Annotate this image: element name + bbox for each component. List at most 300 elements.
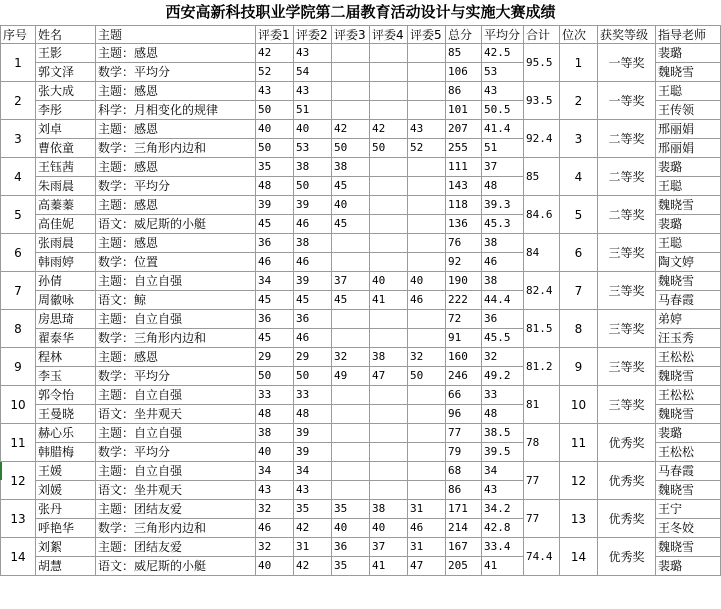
judge5-cell[interactable] (408, 310, 446, 329)
header-cell-award[interactable]: 获奖等级 (598, 26, 656, 44)
total-cell[interactable]: 77 (524, 500, 560, 538)
judge5-cell[interactable] (408, 196, 446, 215)
judge4-cell[interactable] (370, 310, 408, 329)
judge4-cell[interactable] (370, 44, 408, 63)
sum-cell[interactable]: 76 (446, 234, 482, 253)
judge5-cell[interactable]: 31 (408, 538, 446, 557)
award-cell[interactable]: 优秀奖 (598, 500, 656, 538)
judge2-cell[interactable]: 42 (294, 557, 332, 576)
total-cell[interactable]: 93.5 (524, 82, 560, 120)
judge2-cell[interactable]: 46 (294, 253, 332, 272)
teacher-cell[interactable]: 马春霞 (656, 291, 721, 310)
serial-no-cell[interactable]: 12 (1, 462, 36, 500)
rank-cell[interactable]: 3 (560, 120, 598, 158)
avg-cell[interactable]: 34 (482, 462, 524, 481)
name-cell[interactable]: 呼艳华 (36, 519, 96, 538)
theme-cell[interactable]: 数学：三角形内边和 (96, 139, 256, 158)
rank-cell[interactable]: 14 (560, 538, 598, 576)
judge1-cell[interactable]: 40 (256, 120, 294, 139)
judge1-cell[interactable]: 50 (256, 101, 294, 120)
name-cell[interactable]: 张雨晨 (36, 234, 96, 253)
name-cell[interactable]: 郭文泽 (36, 63, 96, 82)
name-cell[interactable]: 房思琦 (36, 310, 96, 329)
judge3-cell[interactable]: 42 (332, 120, 370, 139)
total-cell[interactable]: 74.4 (524, 538, 560, 576)
sum-cell[interactable]: 214 (446, 519, 482, 538)
judge3-cell[interactable]: 40 (332, 196, 370, 215)
judge2-cell[interactable]: 54 (294, 63, 332, 82)
name-cell[interactable]: 高佳妮 (36, 215, 96, 234)
rank-cell[interactable]: 10 (560, 386, 598, 424)
sum-cell[interactable]: 136 (446, 215, 482, 234)
judge5-cell[interactable] (408, 462, 446, 481)
judge1-cell[interactable]: 45 (256, 215, 294, 234)
judge3-cell[interactable]: 32 (332, 348, 370, 367)
theme-cell[interactable]: 数学：平均分 (96, 177, 256, 196)
judge5-cell[interactable]: 43 (408, 120, 446, 139)
header-cell-judge3[interactable]: 评委3 (332, 26, 370, 44)
sum-cell[interactable]: 72 (446, 310, 482, 329)
judge5-cell[interactable] (408, 177, 446, 196)
judge5-cell[interactable] (408, 386, 446, 405)
name-cell[interactable]: 曹依童 (36, 139, 96, 158)
theme-cell[interactable]: 主题：感恩 (96, 44, 256, 63)
rank-cell[interactable]: 5 (560, 196, 598, 234)
award-cell[interactable]: 优秀奖 (598, 538, 656, 576)
judge1-cell[interactable]: 34 (256, 272, 294, 291)
teacher-cell[interactable]: 魏晓雪 (656, 63, 721, 82)
total-cell[interactable]: 92.4 (524, 120, 560, 158)
teacher-cell[interactable]: 邢丽娟 (656, 120, 721, 139)
sum-cell[interactable]: 118 (446, 196, 482, 215)
avg-cell[interactable]: 33.4 (482, 538, 524, 557)
judge5-cell[interactable] (408, 158, 446, 177)
serial-no-cell[interactable]: 4 (1, 158, 36, 196)
judge3-cell[interactable]: 45 (332, 291, 370, 310)
judge2-cell[interactable]: 36 (294, 310, 332, 329)
judge5-cell[interactable]: 31 (408, 500, 446, 519)
avg-cell[interactable]: 38 (482, 272, 524, 291)
judge4-cell[interactable] (370, 177, 408, 196)
judge4-cell[interactable] (370, 424, 408, 443)
sum-cell[interactable]: 86 (446, 481, 482, 500)
judge3-cell[interactable] (332, 253, 370, 272)
judge3-cell[interactable] (332, 405, 370, 424)
judge1-cell[interactable]: 35 (256, 158, 294, 177)
avg-cell[interactable]: 44.4 (482, 291, 524, 310)
theme-cell[interactable]: 数学：三角形内边和 (96, 329, 256, 348)
judge3-cell[interactable] (332, 424, 370, 443)
theme-cell[interactable]: 数学：平均分 (96, 63, 256, 82)
avg-cell[interactable]: 49.2 (482, 367, 524, 386)
name-cell[interactable]: 朱雨晨 (36, 177, 96, 196)
avg-cell[interactable]: 37 (482, 158, 524, 177)
judge1-cell[interactable]: 36 (256, 234, 294, 253)
judge4-cell[interactable]: 38 (370, 500, 408, 519)
award-cell[interactable]: 三等奖 (598, 386, 656, 424)
theme-cell[interactable]: 主题：自立自强 (96, 462, 256, 481)
teacher-cell[interactable]: 王松松 (656, 443, 721, 462)
avg-cell[interactable]: 42.5 (482, 44, 524, 63)
theme-cell[interactable]: 主题：自立自强 (96, 386, 256, 405)
judge1-cell[interactable]: 32 (256, 538, 294, 557)
judge1-cell[interactable]: 36 (256, 310, 294, 329)
avg-cell[interactable]: 50.5 (482, 101, 524, 120)
rank-cell[interactable]: 8 (560, 310, 598, 348)
judge4-cell[interactable] (370, 82, 408, 101)
judge2-cell[interactable]: 53 (294, 139, 332, 158)
name-cell[interactable]: 王钰茜 (36, 158, 96, 177)
judge2-cell[interactable]: 31 (294, 538, 332, 557)
judge2-cell[interactable]: 43 (294, 82, 332, 101)
judge3-cell[interactable] (332, 44, 370, 63)
judge5-cell[interactable]: 32 (408, 348, 446, 367)
sum-cell[interactable]: 171 (446, 500, 482, 519)
total-cell[interactable]: 82.4 (524, 272, 560, 310)
teacher-cell[interactable]: 裴璐 (656, 557, 721, 576)
award-cell[interactable]: 二等奖 (598, 120, 656, 158)
judge2-cell[interactable]: 39 (294, 424, 332, 443)
name-cell[interactable]: 李玉 (36, 367, 96, 386)
avg-cell[interactable]: 41 (482, 557, 524, 576)
judge4-cell[interactable] (370, 443, 408, 462)
avg-cell[interactable]: 53 (482, 63, 524, 82)
name-cell[interactable]: 胡慧 (36, 557, 96, 576)
theme-cell[interactable]: 主题：感恩 (96, 234, 256, 253)
judge5-cell[interactable] (408, 44, 446, 63)
theme-cell[interactable]: 语文：威尼斯的小艇 (96, 557, 256, 576)
name-cell[interactable]: 翟泰华 (36, 329, 96, 348)
judge4-cell[interactable] (370, 196, 408, 215)
judge4-cell[interactable]: 40 (370, 272, 408, 291)
theme-cell[interactable]: 主题：团结友爱 (96, 500, 256, 519)
header-cell-name[interactable]: 姓名 (36, 26, 96, 44)
total-cell[interactable]: 84.6 (524, 196, 560, 234)
judge4-cell[interactable] (370, 329, 408, 348)
judge2-cell[interactable]: 34 (294, 462, 332, 481)
header-cell-rank[interactable]: 位次 (560, 26, 598, 44)
judge4-cell[interactable] (370, 386, 408, 405)
judge3-cell[interactable] (332, 386, 370, 405)
judge2-cell[interactable]: 45 (294, 291, 332, 310)
judge1-cell[interactable]: 48 (256, 405, 294, 424)
judge2-cell[interactable]: 38 (294, 234, 332, 253)
judge1-cell[interactable]: 38 (256, 424, 294, 443)
teacher-cell[interactable]: 王聪 (656, 82, 721, 101)
judge5-cell[interactable]: 50 (408, 367, 446, 386)
judge4-cell[interactable] (370, 405, 408, 424)
judge3-cell[interactable]: 38 (332, 158, 370, 177)
name-cell[interactable]: 张丹 (36, 500, 96, 519)
award-cell[interactable]: 二等奖 (598, 158, 656, 196)
theme-cell[interactable]: 语文：威尼斯的小艇 (96, 215, 256, 234)
sum-cell[interactable]: 190 (446, 272, 482, 291)
avg-cell[interactable]: 41.4 (482, 120, 524, 139)
judge5-cell[interactable]: 52 (408, 139, 446, 158)
judge1-cell[interactable]: 34 (256, 462, 294, 481)
judge5-cell[interactable] (408, 405, 446, 424)
teacher-cell[interactable]: 马春霞 (656, 462, 721, 481)
theme-cell[interactable]: 主题：感恩 (96, 158, 256, 177)
rank-cell[interactable]: 9 (560, 348, 598, 386)
judge1-cell[interactable]: 50 (256, 367, 294, 386)
serial-no-cell[interactable]: 13 (1, 500, 36, 538)
name-cell[interactable]: 韩雨婷 (36, 253, 96, 272)
judge4-cell[interactable] (370, 253, 408, 272)
judge2-cell[interactable]: 48 (294, 405, 332, 424)
sum-cell[interactable]: 143 (446, 177, 482, 196)
judge1-cell[interactable]: 40 (256, 557, 294, 576)
avg-cell[interactable]: 43 (482, 481, 524, 500)
teacher-cell[interactable]: 裴璐 (656, 424, 721, 443)
avg-cell[interactable]: 39.3 (482, 196, 524, 215)
name-cell[interactable]: 刘絮 (36, 538, 96, 557)
judge2-cell[interactable]: 42 (294, 519, 332, 538)
avg-cell[interactable]: 48 (482, 405, 524, 424)
judge2-cell[interactable]: 38 (294, 158, 332, 177)
theme-cell[interactable]: 主题：感恩 (96, 196, 256, 215)
judge3-cell[interactable]: 45 (332, 177, 370, 196)
avg-cell[interactable]: 51 (482, 139, 524, 158)
sum-cell[interactable]: 205 (446, 557, 482, 576)
name-cell[interactable]: 周徽咏 (36, 291, 96, 310)
teacher-cell[interactable]: 王松松 (656, 348, 721, 367)
rank-cell[interactable]: 1 (560, 44, 598, 82)
serial-no-cell[interactable]: 10 (1, 386, 36, 424)
serial-no-cell[interactable]: 8 (1, 310, 36, 348)
theme-cell[interactable]: 主题：自立自强 (96, 310, 256, 329)
sum-cell[interactable]: 77 (446, 424, 482, 443)
judge4-cell[interactable] (370, 101, 408, 120)
theme-cell[interactable]: 语文：坐井观天 (96, 405, 256, 424)
header-cell-total[interactable]: 合计 (524, 26, 560, 44)
judge5-cell[interactable] (408, 443, 446, 462)
total-cell[interactable]: 85 (524, 158, 560, 196)
judge3-cell[interactable] (332, 234, 370, 253)
serial-no-cell[interactable]: 6 (1, 234, 36, 272)
avg-cell[interactable]: 42.8 (482, 519, 524, 538)
judge5-cell[interactable]: 40 (408, 272, 446, 291)
award-cell[interactable]: 三等奖 (598, 348, 656, 386)
total-cell[interactable]: 77 (524, 462, 560, 500)
judge4-cell[interactable]: 40 (370, 519, 408, 538)
sum-cell[interactable]: 222 (446, 291, 482, 310)
teacher-cell[interactable]: 陶文婷 (656, 253, 721, 272)
sum-cell[interactable]: 79 (446, 443, 482, 462)
judge4-cell[interactable] (370, 63, 408, 82)
sum-cell[interactable]: 96 (446, 405, 482, 424)
header-cell-teacher[interactable]: 指导老师 (656, 26, 721, 44)
judge1-cell[interactable]: 45 (256, 291, 294, 310)
name-cell[interactable]: 韩腊梅 (36, 443, 96, 462)
avg-cell[interactable]: 46 (482, 253, 524, 272)
teacher-cell[interactable]: 魏晓雪 (656, 367, 721, 386)
sum-cell[interactable]: 66 (446, 386, 482, 405)
judge1-cell[interactable]: 45 (256, 329, 294, 348)
judge3-cell[interactable] (332, 82, 370, 101)
judge3-cell[interactable] (332, 462, 370, 481)
judge1-cell[interactable]: 43 (256, 82, 294, 101)
judge5-cell[interactable]: 46 (408, 291, 446, 310)
judge2-cell[interactable]: 35 (294, 500, 332, 519)
judge4-cell[interactable] (370, 481, 408, 500)
avg-cell[interactable]: 32 (482, 348, 524, 367)
judge3-cell[interactable]: 45 (332, 215, 370, 234)
theme-cell[interactable]: 主题：自立自强 (96, 424, 256, 443)
judge2-cell[interactable]: 39 (294, 196, 332, 215)
teacher-cell[interactable]: 王冬姣 (656, 519, 721, 538)
judge5-cell[interactable] (408, 329, 446, 348)
sum-cell[interactable]: 101 (446, 101, 482, 120)
sum-cell[interactable]: 91 (446, 329, 482, 348)
header-cell-judge2[interactable]: 评委2 (294, 26, 332, 44)
judge5-cell[interactable] (408, 63, 446, 82)
rank-cell[interactable]: 7 (560, 272, 598, 310)
teacher-cell[interactable]: 王传领 (656, 101, 721, 120)
teacher-cell[interactable]: 弟婷 (656, 310, 721, 329)
theme-cell[interactable]: 数学：位置 (96, 253, 256, 272)
serial-no-cell[interactable]: 3 (1, 120, 36, 158)
judge1-cell[interactable]: 29 (256, 348, 294, 367)
judge5-cell[interactable] (408, 253, 446, 272)
total-cell[interactable]: 78 (524, 424, 560, 462)
name-cell[interactable]: 赫心乐 (36, 424, 96, 443)
avg-cell[interactable]: 43 (482, 82, 524, 101)
award-cell[interactable]: 一等奖 (598, 44, 656, 82)
header-cell-avg[interactable]: 平均分 (482, 26, 524, 44)
judge4-cell[interactable]: 37 (370, 538, 408, 557)
rank-cell[interactable]: 6 (560, 234, 598, 272)
teacher-cell[interactable]: 王聪 (656, 177, 721, 196)
header-cell-judge4[interactable]: 评委4 (370, 26, 408, 44)
serial-no-cell[interactable]: 14 (1, 538, 36, 576)
avg-cell[interactable]: 36 (482, 310, 524, 329)
judge5-cell[interactable] (408, 215, 446, 234)
name-cell[interactable]: 王影 (36, 44, 96, 63)
teacher-cell[interactable]: 王松松 (656, 386, 721, 405)
judge4-cell[interactable] (370, 215, 408, 234)
award-cell[interactable]: 优秀奖 (598, 424, 656, 462)
judge3-cell[interactable]: 35 (332, 500, 370, 519)
avg-cell[interactable]: 38 (482, 234, 524, 253)
rank-cell[interactable]: 4 (560, 158, 598, 196)
theme-cell[interactable]: 数学：三角形内边和 (96, 519, 256, 538)
teacher-cell[interactable]: 魏晓雪 (656, 538, 721, 557)
judge4-cell[interactable]: 41 (370, 291, 408, 310)
judge1-cell[interactable]: 50 (256, 139, 294, 158)
rank-cell[interactable]: 11 (560, 424, 598, 462)
teacher-cell[interactable]: 邢丽娟 (656, 139, 721, 158)
judge2-cell[interactable]: 46 (294, 215, 332, 234)
rank-cell[interactable]: 12 (560, 462, 598, 500)
award-cell[interactable]: 优秀奖 (598, 462, 656, 500)
judge2-cell[interactable]: 50 (294, 367, 332, 386)
sum-cell[interactable]: 86 (446, 82, 482, 101)
total-cell[interactable]: 84 (524, 234, 560, 272)
serial-no-cell[interactable]: 9 (1, 348, 36, 386)
teacher-cell[interactable]: 王聪 (656, 234, 721, 253)
serial-no-cell[interactable]: 7 (1, 272, 36, 310)
name-cell[interactable]: 刘媛 (36, 481, 96, 500)
sum-cell[interactable]: 207 (446, 120, 482, 139)
award-cell[interactable]: 三等奖 (598, 310, 656, 348)
name-cell[interactable]: 高蓁蓁 (36, 196, 96, 215)
avg-cell[interactable]: 48 (482, 177, 524, 196)
judge4-cell[interactable]: 50 (370, 139, 408, 158)
teacher-cell[interactable]: 裴璐 (656, 215, 721, 234)
judge1-cell[interactable]: 42 (256, 44, 294, 63)
theme-cell[interactable]: 主题：感恩 (96, 348, 256, 367)
judge2-cell[interactable]: 29 (294, 348, 332, 367)
header-cell-no[interactable]: 序号 (1, 26, 36, 44)
judge4-cell[interactable]: 47 (370, 367, 408, 386)
header-cell-theme[interactable]: 主题 (96, 26, 256, 44)
theme-cell[interactable]: 数学：平均分 (96, 443, 256, 462)
theme-cell[interactable]: 主题：自立自强 (96, 272, 256, 291)
judge1-cell[interactable]: 52 (256, 63, 294, 82)
theme-cell[interactable]: 语文：鲸 (96, 291, 256, 310)
judge1-cell[interactable]: 43 (256, 481, 294, 500)
name-cell[interactable]: 张大成 (36, 82, 96, 101)
sum-cell[interactable]: 167 (446, 538, 482, 557)
name-cell[interactable]: 孙倩 (36, 272, 96, 291)
serial-no-cell[interactable]: 11 (1, 424, 36, 462)
judge5-cell[interactable]: 47 (408, 557, 446, 576)
sum-cell[interactable]: 160 (446, 348, 482, 367)
judge5-cell[interactable] (408, 234, 446, 253)
judge5-cell[interactable]: 46 (408, 519, 446, 538)
teacher-cell[interactable]: 王宁 (656, 500, 721, 519)
judge3-cell[interactable] (332, 481, 370, 500)
total-cell[interactable]: 95.5 (524, 44, 560, 82)
serial-no-cell[interactable]: 5 (1, 196, 36, 234)
theme-cell[interactable]: 主题：感恩 (96, 82, 256, 101)
judge3-cell[interactable]: 50 (332, 139, 370, 158)
judge3-cell[interactable] (332, 443, 370, 462)
judge5-cell[interactable] (408, 82, 446, 101)
judge2-cell[interactable]: 33 (294, 386, 332, 405)
teacher-cell[interactable]: 魏晓雪 (656, 405, 721, 424)
teacher-cell[interactable]: 魏晓雪 (656, 196, 721, 215)
serial-no-cell[interactable]: 1 (1, 44, 36, 82)
judge4-cell[interactable] (370, 234, 408, 253)
avg-cell[interactable]: 45.5 (482, 329, 524, 348)
award-cell[interactable]: 一等奖 (598, 82, 656, 120)
judge3-cell[interactable]: 49 (332, 367, 370, 386)
judge4-cell[interactable] (370, 158, 408, 177)
total-cell[interactable]: 81.2 (524, 348, 560, 386)
judge4-cell[interactable]: 41 (370, 557, 408, 576)
judge1-cell[interactable]: 40 (256, 443, 294, 462)
sum-cell[interactable]: 92 (446, 253, 482, 272)
theme-cell[interactable]: 语文：坐井观天 (96, 481, 256, 500)
judge2-cell[interactable]: 50 (294, 177, 332, 196)
rank-cell[interactable]: 2 (560, 82, 598, 120)
award-cell[interactable]: 三等奖 (598, 272, 656, 310)
name-cell[interactable]: 王媛 (36, 462, 96, 481)
teacher-cell[interactable]: 裴璐 (656, 158, 721, 177)
judge5-cell[interactable] (408, 481, 446, 500)
name-cell[interactable]: 程林 (36, 348, 96, 367)
theme-cell[interactable]: 主题：团结友爱 (96, 538, 256, 557)
header-cell-sum[interactable]: 总分 (446, 26, 482, 44)
theme-cell[interactable]: 主题：感恩 (96, 120, 256, 139)
judge3-cell[interactable]: 40 (332, 519, 370, 538)
sum-cell[interactable]: 85 (446, 44, 482, 63)
judge5-cell[interactable] (408, 101, 446, 120)
sum-cell[interactable]: 111 (446, 158, 482, 177)
judge3-cell[interactable]: 35 (332, 557, 370, 576)
